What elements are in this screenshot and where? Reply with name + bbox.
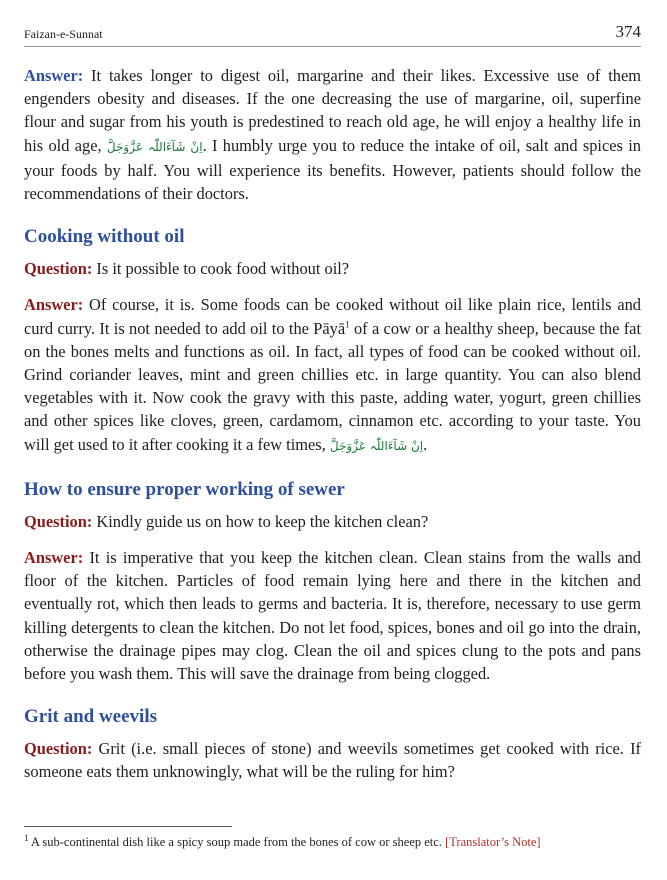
question-label: Question: — [24, 739, 93, 759]
footnote-reference: 1 — [345, 319, 350, 330]
page-body — [24, 64, 641, 797]
answer-label: Answer: — [24, 66, 84, 85]
book-title: Faizan-e-Sunnat — [24, 27, 103, 41]
question-paragraph — [24, 737, 641, 783]
answer-text: of a cow or a healthy sheep, because the fat on the bones melts and functions as oil. In fact, all types of food can be cooked without oil. Grind coriander leaves, mint and green chillies etc. in large quantity. You can also blend vegetables with it. Now cook the gravy with this paste, adding water, yogurt, green chillies and other spices like cloves, green, cardamom, cinnamon etc. according to your taste. You will get used to it after cooking it a few times, — [24, 318, 641, 454]
footnote-number: 1 — [24, 832, 29, 843]
answer-paragraph — [24, 64, 641, 205]
translator-note: [Translator’s Note] — [445, 835, 541, 849]
running-header — [24, 20, 641, 47]
answer-label: Answer: — [24, 295, 84, 315]
page-number: 374 — [615, 22, 641, 41]
question-label: Question: — [24, 259, 93, 279]
question-text: Is it possible to cook food without oil? — [92, 259, 350, 279]
footnote — [24, 832, 641, 850]
answer-paragraph — [24, 546, 641, 685]
question-text: Grit (i.e. small pieces of stone) and weevils sometimes get cooked with rice. If someone eats them unknowingly, what will be the ruling for him? — [24, 739, 641, 782]
question-paragraph — [24, 510, 641, 533]
section-heading: How to ensure proper working of sewer — [24, 478, 345, 500]
answer-label: Answer: — [24, 548, 84, 568]
answer-text: . — [423, 434, 428, 454]
question-text: Kindly guide us on how to keep the kitchen clean? — [92, 511, 429, 531]
footnote-divider — [24, 826, 232, 827]
arabic-phrase: اِنْ شَآءَاللّٰہ عَزَّوَجَلَّ — [106, 139, 203, 154]
arabic-phrase: اِنْ شَآءَاللّٰہ عَزَّوَجَلَّ — [329, 438, 424, 453]
answer-text: It is imperative that you keep the kitchen clean. Clean stains from the walls and floor of the kitchen. Particles of food remain lying here and there in the kitchen and eventually rot, which then leads to germs and bacteria. It is, therefore, necessary to use germ killing detergents to clean the kitchen. Do not let food, spices, bones and oil go into the drain, otherwise the drainage pipes may clog. Clean the oil and spices clung to the pots and pans before you wash them. This will save the drainage from being clogged. — [24, 548, 641, 684]
answer-paragraph — [24, 293, 641, 457]
answer-text: . I humbly urge you to reduce the intake of oil, salt and spices in your foods by half. You will experience its benefits. However, patients should follow the recommendations of their doctors. — [24, 135, 641, 204]
answer-text: Of course, it is. Some foods can be cooked without oil like plain rice, lentils and curd curry. It is not needed to add oil to the Pāyā — [24, 295, 641, 338]
section-heading: Cooking without oil — [24, 226, 185, 248]
answer-text: It takes longer to digest oil, margarine and their likes. Excessive use of them engenders obesity and diseases. If the one decreasing the use of margarine, oil, superfine flour and sugar from his youth is predestined to reach old age, he will enjoy a healthy life in his old age, — [24, 66, 641, 155]
footnote-text: A sub-continental dish like a spicy soup made from the bones of cow or sheep etc. — [28, 835, 446, 849]
question-paragraph — [24, 257, 641, 280]
question-label: Question: — [24, 511, 93, 531]
section-heading: Grit and weevils — [24, 706, 157, 728]
